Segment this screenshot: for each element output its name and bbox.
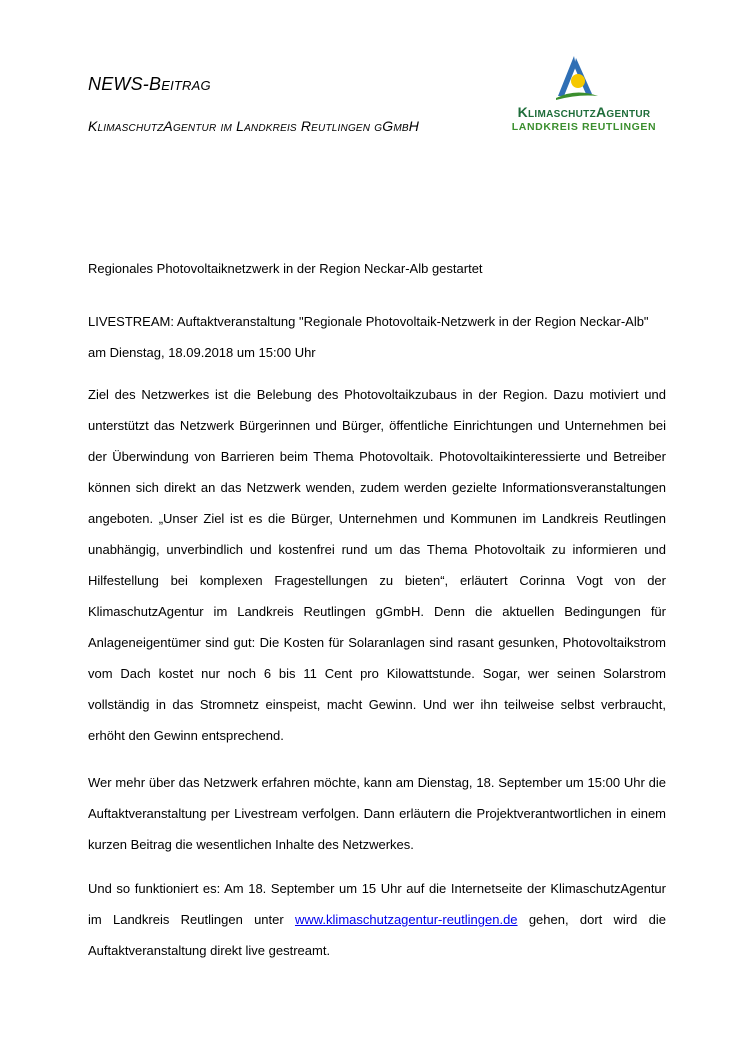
klimaschutzagentur-logo	[496, 54, 672, 138]
news-label: NEWS-Beitrag	[88, 74, 211, 94]
paragraph-3-text-before: Und so funktioniert es: Am 18. September um 15 Uhr auf die Internetseite der KlimaschutzAgentur im Landkreis Reutlingen unter	[88, 881, 666, 927]
livestream-line-1: LIVESTREAM: Auftaktveranstaltung "Regionale Photovoltaik-Netzwerk in der Region Neckar-Alb"	[88, 314, 649, 329]
logo-mark-icon	[552, 54, 600, 100]
paragraph-3-text-after: gehen, dort wird die Auftaktveranstaltung direkt live gestreamt.	[88, 912, 666, 958]
logo-subtitle: LANDKREIS REUTLINGEN	[511, 121, 657, 133]
paragraph-3	[88, 873, 666, 966]
website-link[interactable]: www.klimaschutzagentur-reutlingen.de	[294, 912, 518, 927]
logo-name: KlimaschutzAgentur	[517, 104, 651, 120]
livestream-line-2: am Dienstag, 18.09.2018 um 15:00 Uhr	[88, 345, 316, 360]
paragraph-1: Ziel des Netzwerkes ist die Belebung des Photovoltaikzubaus in der Region. Dazu motiviert und unterstützt das Netzwerk Bürgerinnen und Bürger, öffentliche Einrichtungen und Unternehmen bei der Überwindung von Barrieren beim Thema Photovoltaik. Photovoltaikinteressierte und Betreiber können sich direkt an das Netzwerk wenden, zudem werden gezielte Informationsveranstaltungen angeboten. „Unser Ziel ist es die Bürger, Unternehmen und Kommunen im Landkreis Reutlingen unabhängig, unverbindlich und kostenfrei rund um das Thema Photovoltaik zu informieren und Hilfestellung bei komplexen Fragestellungen zu bieten“, erläutert Corinna Vogt von der KlimaschutzAgentur im Landkreis Reutlingen gGmbH. Denn die aktuellen Bedingungen für Anlageneigentümer sind gut: Die Kosten für Solaranlagen sind rasant gesunken, Photovoltaikstrom vom Dach kostet nur noch 6 bis 11 Cent pro Kilowattstunde. Sogar, wer seinen Solarstrom vollständig in das Stromnetz einspeist, macht Gewinn. Und wer ihn teilweise selbst verbraucht, erhöht den Gewinn entsprechend.	[88, 387, 666, 743]
organization-name: KlimaschutzAgentur im Landkreis Reutlingen gGmbH	[88, 118, 420, 134]
article-headline: Regionales Photovoltaiknetzwerk in der Region Neckar-Alb gestartet	[88, 261, 483, 276]
paragraph-2: Wer mehr über das Netzwerk erfahren möchte, kann am Dienstag, 18. September um 15:00 Uhr die Auftaktveranstaltung per Livestream verfolgen. Dann erläutern die Projektverantwortlichen in einem kurzen Beitrag die wesentlichen Inhalte des Netzwerkes.	[88, 775, 666, 852]
livestream-info	[88, 306, 666, 368]
